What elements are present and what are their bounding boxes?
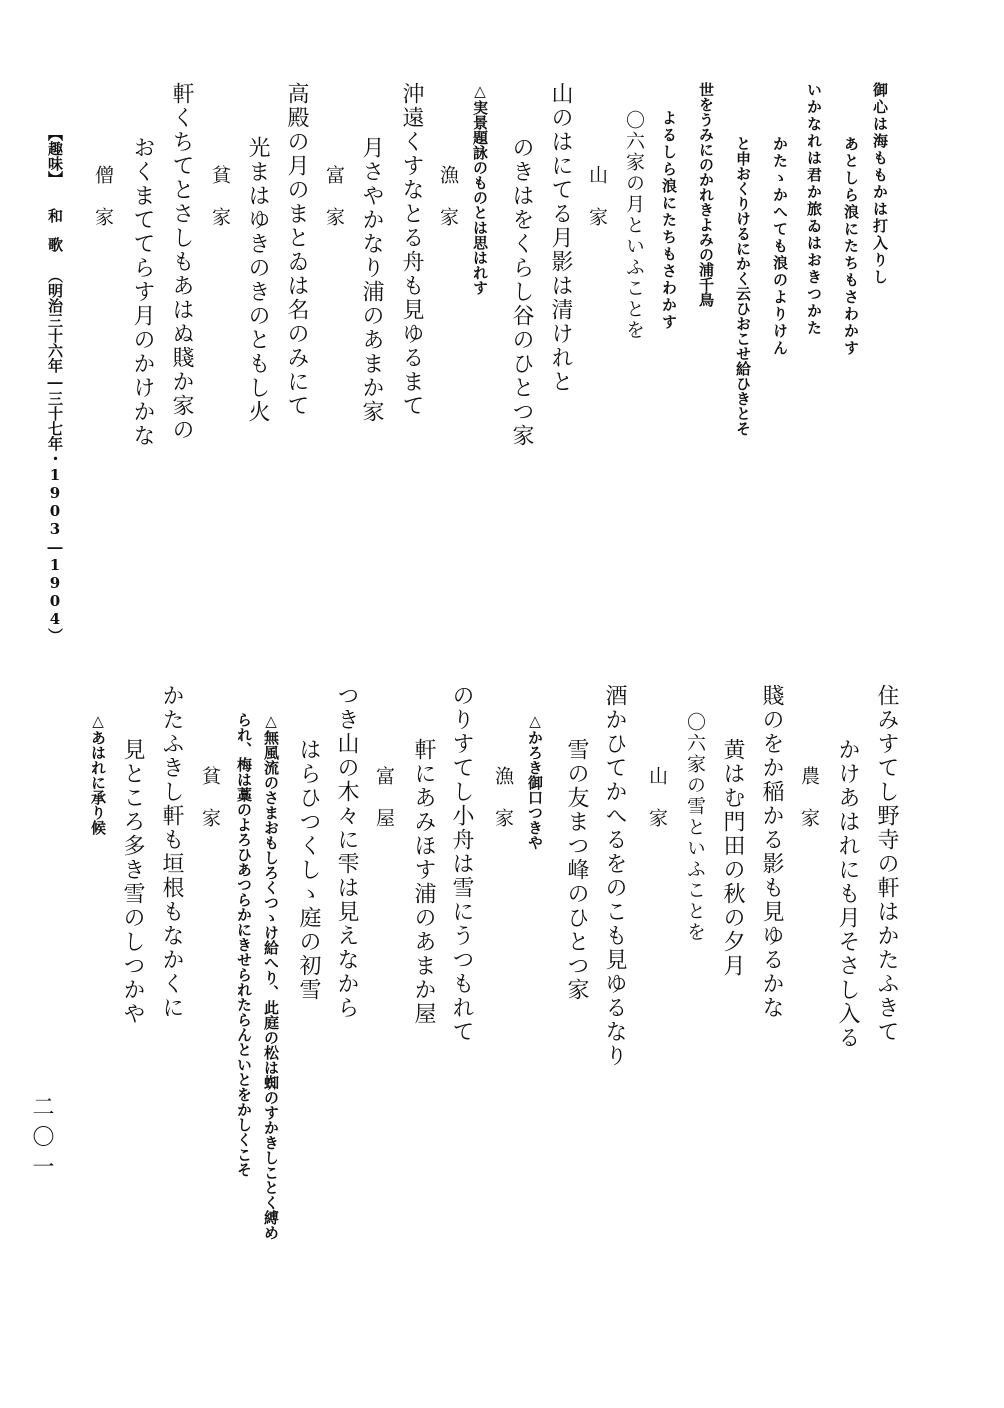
poem-line: 賤のをか稲かる影も見ゆるかな <box>759 684 784 1020</box>
commentary-note: △無風流のさまおもしろくつゝけ給へり、此庭の松は蜘のすかきしことく縛め <box>262 712 280 1240</box>
poem-line: 山のはにてる月影は清けれと <box>548 82 573 394</box>
poem-line: いかなれは君か旅ゐはおきつかた <box>805 82 823 337</box>
poem-line: 雪の友まつ峰のひとつ家 <box>564 738 589 1002</box>
poem-line: かけあはれにも月そさし入る <box>835 738 860 1050</box>
subheading: 僧 家 <box>92 165 114 228</box>
poem-line: おくまててらす月のかけかな <box>130 136 155 448</box>
poem-line: はらひつくしゝ庭の初雪 <box>296 738 321 1002</box>
subheading: 山 家 <box>646 766 668 829</box>
poem-line: のきはをくらし谷のひとつ家 <box>509 136 534 448</box>
subheading: 漁 家 <box>492 766 514 829</box>
header-period: （明治三十六年―三十七年・1903―1904） <box>46 268 64 643</box>
subheading: 貧 家 <box>209 165 231 228</box>
poem-line: 高殿の月のまとゐは名のみにて <box>284 82 309 418</box>
subheading: 山 家 <box>586 165 608 228</box>
subheading: 貧 家 <box>199 766 221 829</box>
commentary-note: △実景題詠のものとは思はれす <box>471 82 489 295</box>
poem-line: あとしら浪にたちもさわかす <box>842 136 860 357</box>
poem-line: 住みすてし野寺の軒はかたふきて <box>874 684 899 1044</box>
header-genre: 和歌 <box>46 208 64 266</box>
poem-line: 見ところ多き雪のしつかや <box>120 738 145 1026</box>
poem-line: と申おくりけるにかく云ひおこせ給ひきとそ <box>734 136 752 436</box>
poem-line: よるしら浪にたちもさわかす <box>660 110 678 331</box>
commentary-note: △あはれに承り候 <box>89 712 107 835</box>
commentary-note: られ、梅は藁のよろひあつらかにきせられたらんといとをかしくこそ <box>235 712 253 1177</box>
poem-line: 世をうみにのかれきよみの浦千鳥 <box>697 82 715 307</box>
poem-line: のりすてし小舟は雪にうつもれて <box>449 684 474 1044</box>
section-heading: 〇六家の雪といふことを <box>684 712 706 943</box>
poem-line: かたふきし軒も垣根もなかくに <box>159 684 184 1020</box>
subheading: 漁 家 <box>437 165 459 228</box>
subheading: 富 屋 <box>373 766 395 829</box>
poem-line: 月さやかなり浦のあまか家 <box>359 136 384 424</box>
commentary-note: △かろき御口つきや <box>526 712 544 850</box>
poem-line: 酒かひてかへるをのこも見ゆるなり <box>602 684 627 1068</box>
page-number: 二〇一 <box>29 1095 54 1185</box>
subheading: 農 家 <box>798 766 820 829</box>
poem-line: つき山の木々に雫は見えなから <box>334 684 359 1020</box>
poem-line: かたゝかへても浪のよりけん <box>771 136 789 357</box>
poem-line: 光まはゆきのきのともし火 <box>245 136 270 424</box>
section-heading: 〇六家の月といふことを <box>623 110 645 341</box>
header-bracket-label: 【趣味】 <box>46 126 64 186</box>
poem-line: 沖遠くすなとる舟も見ゆるまて <box>399 82 424 418</box>
poem-line: 御心は海ももかは打入りし <box>871 82 889 286</box>
poem-line: 軒くちてとさしもあはぬ賤か家の <box>169 82 194 442</box>
poem-line: 黄はむ門田の秋の夕月 <box>720 738 745 978</box>
poem-line: 軒にあみほす浦のあまか屋 <box>411 738 436 1026</box>
subheading: 富 家 <box>323 165 345 228</box>
